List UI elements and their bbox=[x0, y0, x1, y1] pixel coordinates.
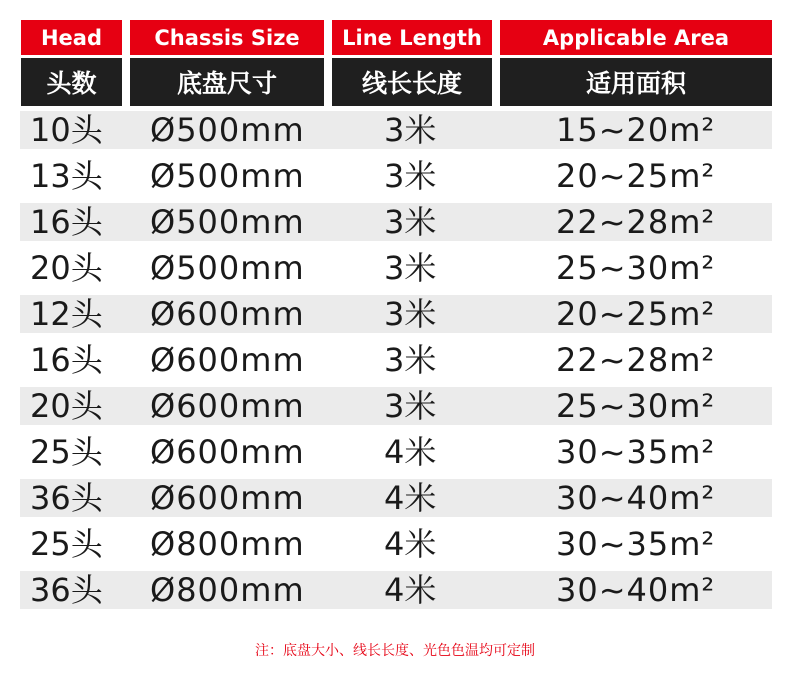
chassis-size-cell: Ø600mm bbox=[150, 433, 305, 471]
line-length-cell: 4米 bbox=[384, 479, 437, 517]
header-head-en: Head bbox=[21, 20, 122, 55]
applicable-area-cell: 30~40m² bbox=[556, 479, 716, 517]
applicable-area-cell: 15~20m² bbox=[556, 111, 716, 149]
head-count-cell: 16头 bbox=[30, 341, 103, 379]
head-count-cell: 13头 bbox=[30, 157, 103, 195]
header-chassis-size-cn: 底盘尺寸 bbox=[130, 58, 324, 106]
table-row bbox=[20, 249, 772, 287]
line-length-cell: 3米 bbox=[384, 341, 437, 379]
chassis-size-cell: Ø600mm bbox=[150, 341, 305, 379]
applicable-area-cell: 20~25m² bbox=[556, 157, 716, 195]
chassis-size-cell: Ø800mm bbox=[150, 571, 305, 609]
line-length-cell: 3米 bbox=[384, 295, 437, 333]
header-applicable-area-en: Applicable Area bbox=[500, 20, 772, 55]
header-line-length-cn: 线长长度 bbox=[332, 58, 492, 106]
head-count-cell: 20头 bbox=[30, 249, 103, 287]
line-length-cell: 4米 bbox=[384, 433, 437, 471]
chassis-size-cell: Ø800mm bbox=[150, 525, 305, 563]
chassis-size-cell: Ø500mm bbox=[150, 203, 305, 241]
table-row bbox=[20, 387, 772, 425]
table-row bbox=[20, 433, 772, 471]
applicable-area-cell: 25~30m² bbox=[556, 249, 716, 287]
head-count-cell: 12头 bbox=[30, 295, 103, 333]
line-length-cell: 4米 bbox=[384, 571, 437, 609]
head-count-cell: 36头 bbox=[30, 571, 103, 609]
chassis-size-cell: Ø600mm bbox=[150, 387, 305, 425]
customization-note: 注：底盘大小、线长长度、光色色温均可定制 bbox=[255, 643, 535, 659]
applicable-area-cell: 30~35m² bbox=[556, 433, 716, 471]
head-count-cell: 25头 bbox=[30, 525, 103, 563]
chassis-size-cell: Ø500mm bbox=[150, 157, 305, 195]
line-length-cell: 3米 bbox=[384, 387, 437, 425]
table-row bbox=[20, 571, 772, 609]
head-count-cell: 25头 bbox=[30, 433, 103, 471]
applicable-area-cell: 30~35m² bbox=[556, 525, 716, 563]
applicable-area-cell: 20~25m² bbox=[556, 295, 716, 333]
header-applicable-area-cn: 适用面积 bbox=[500, 58, 772, 106]
header-line-length-en: Line Length bbox=[332, 20, 492, 55]
line-length-cell: 3米 bbox=[384, 203, 437, 241]
applicable-area-cell: 22~28m² bbox=[556, 341, 716, 379]
head-count-cell: 16头 bbox=[30, 203, 103, 241]
applicable-area-cell: 22~28m² bbox=[556, 203, 716, 241]
chassis-size-cell: Ø500mm bbox=[150, 249, 305, 287]
line-length-cell: 4米 bbox=[384, 525, 437, 563]
table-row bbox=[20, 295, 772, 333]
line-length-cell: 3米 bbox=[384, 157, 437, 195]
table-row bbox=[20, 341, 772, 379]
line-length-cell: 3米 bbox=[384, 111, 437, 149]
table-row bbox=[20, 479, 772, 517]
applicable-area-cell: 25~30m² bbox=[556, 387, 716, 425]
spec-table-body bbox=[20, 111, 772, 609]
line-length-cell: 3米 bbox=[384, 249, 437, 287]
table-row bbox=[20, 111, 772, 149]
table-row bbox=[20, 203, 772, 241]
head-count-cell: 20头 bbox=[30, 387, 103, 425]
chassis-size-cell: Ø600mm bbox=[150, 295, 305, 333]
header-chassis-size-en: Chassis Size bbox=[130, 20, 324, 55]
head-count-cell: 10头 bbox=[30, 111, 103, 149]
chassis-size-cell: Ø500mm bbox=[150, 111, 305, 149]
table-row bbox=[20, 525, 772, 563]
chassis-size-cell: Ø600mm bbox=[150, 479, 305, 517]
applicable-area-cell: 30~40m² bbox=[556, 571, 716, 609]
table-row bbox=[20, 157, 772, 195]
header-head-cn: 头数 bbox=[21, 58, 122, 106]
head-count-cell: 36头 bbox=[30, 479, 103, 517]
